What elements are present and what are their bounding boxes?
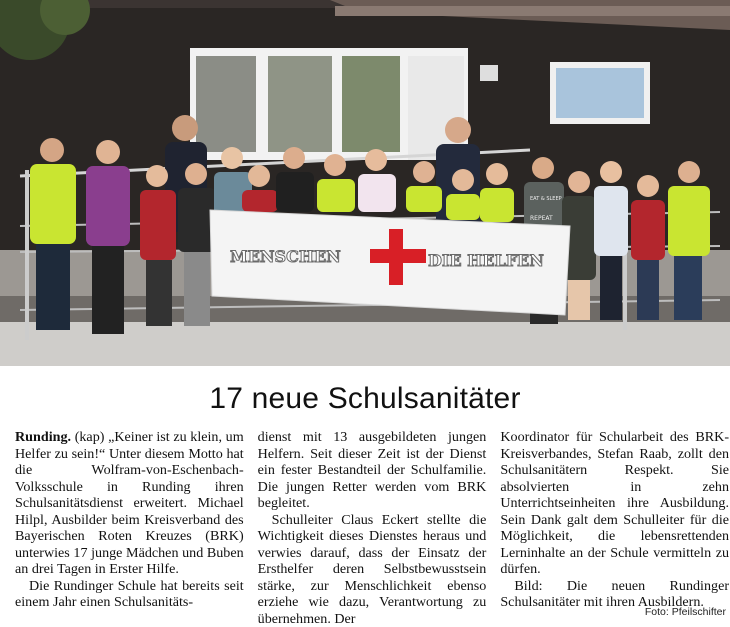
photo-credit: Foto: Pfeilschifter (645, 606, 726, 618)
headline: 17 neue Schulsanitäter (0, 382, 730, 416)
dateline: Runding. (15, 429, 71, 445)
paragraph: Koordinator für Schularbeit des BRK-Kreisverbandes, Stefan Raab, zollt den Schulsanitätern Respekt. Sie absolvierten in zehn Unterrichtseinheiten ihre Ausbildung. Sein Dank galt dem Schulleiter für die Möglichkeit, die lebensrettenden Lerninhalte an der Schule vermitteln zu dürfen. (500, 429, 729, 578)
banner-text-right: DIE HELFEN (428, 251, 544, 270)
photo-caption: Bild: Die neuen Rundinger Schulsanitäter mit ihren Ausbildern. (500, 578, 729, 611)
shirt-print-1: EAT & SLEEP (530, 196, 562, 202)
paragraph: Die Rundinger Schule hat bereits seit einem Jahr einen Schulsanitäts- (15, 578, 244, 611)
article-column-2 (258, 429, 487, 595)
article-column-3 (500, 429, 729, 595)
paragraph (15, 429, 244, 578)
paragraph: dienst mit 13 ausgebildeten jungen Helfern. Seit dieser Zeit ist der Dienst ein fester Bestandteil der Schulfamilie. Die jungen Retter werden vom BRK begleitet. (258, 429, 487, 512)
article-body (15, 429, 729, 595)
paragraph-text: (kap) „Keiner ist zu klein, um Helfer zu sein!“ Unter diesem Motto hat die Wolfram-von-Eschenbach-Volksschule in Runding ihren Schulsanitätsdienst erweitert. Michael Hilpl, Ausbilder beim Kreisverband des Bayerischen Roten Kreuzes (BRK) unterwies 17 junge Mädchen und Buben an drei Tagen in Erster Hilfe. (15, 429, 244, 577)
article-column-1 (15, 429, 244, 595)
shirt-print-2: REPEAT (530, 215, 553, 222)
paragraph: Schulleiter Claus Eckert stellte die Wichtigkeit dieses Dienstes heraus und verwies darauf, dass der Einsatz der Ersthelfer deren Selbstbewusstsein stärke, zur Menschlichkeit ebenso erziehe wie dazu, Verantwortung zu übernehmen. Der (258, 512, 487, 627)
banner-text-left: MENSCHEN (230, 247, 341, 266)
